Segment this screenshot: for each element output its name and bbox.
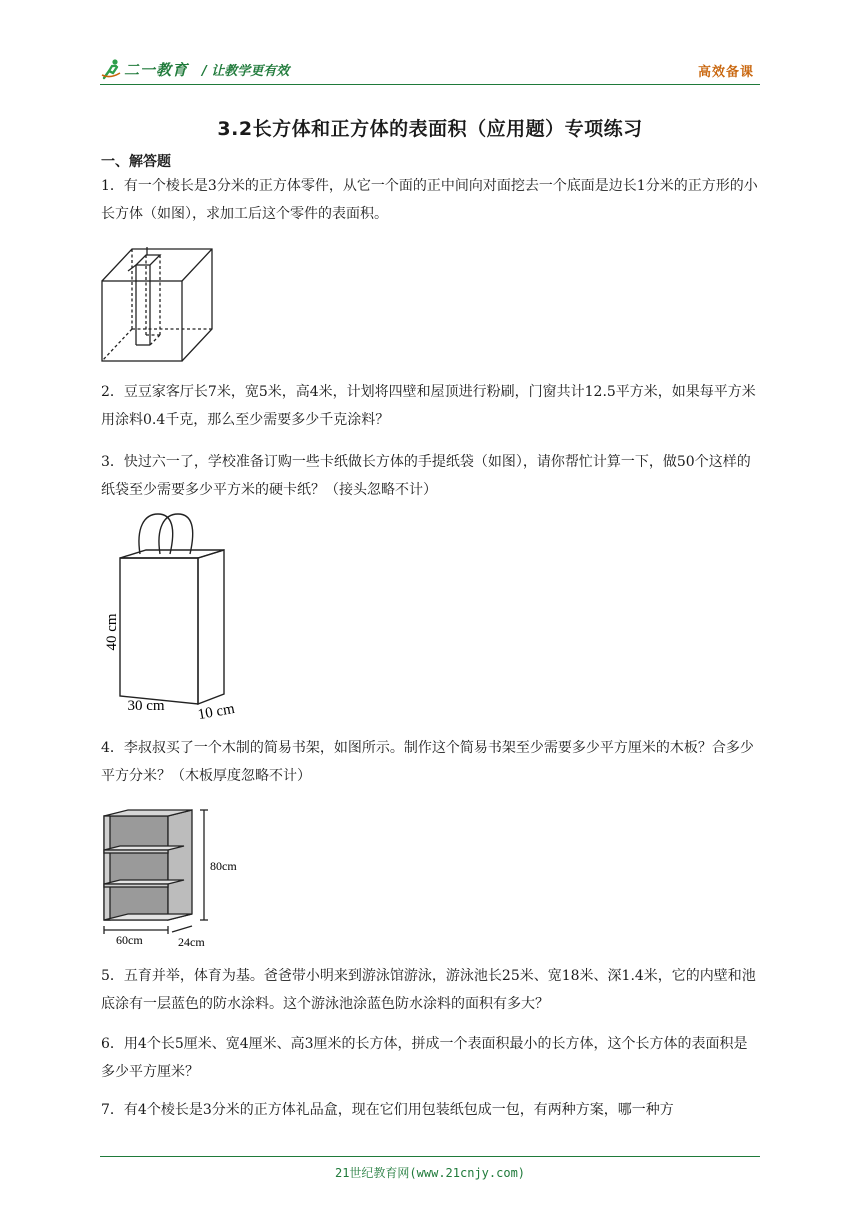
logo-text: 二一教育 — [124, 60, 189, 79]
question-6: 6．用4个长5厘米、宽4厘米、高3厘米的长方体，拼成一个表面积最小的长方体，这个长方体的表面积是多少平方厘米？ — [101, 1036, 748, 1080]
section-heading: 一、解答题 — [101, 154, 171, 170]
figure-cube-with-hole — [100, 247, 216, 365]
page-header — [100, 56, 760, 84]
question-5: 5．五育并举，体育为基。爸爸带小明来到游泳馆游泳，游泳池长25米、宽18米、深1.4米，它的内壁和池底涂有一层蓝色的防水涂料。这个游泳池涂蓝色防水涂料的面积有多大？ — [101, 968, 756, 1012]
footer-divider — [100, 1156, 760, 1157]
bag-width-label: 10 cm — [196, 700, 236, 724]
slogan: / 让教学更有效 — [202, 63, 290, 79]
bag-height-label: 40 cm — [104, 613, 120, 651]
question-3: 3．快过六一了，学校准备订购一些卡纸做长方体的手提纸袋（如图），请你帮忙计算一下，做50个这样的纸袋至少需要多少平方米的硬卡纸？（接头忽略不计） — [101, 454, 751, 498]
bag-length-label: 30 cm — [127, 698, 165, 714]
question-2: 2．豆豆家客厅长7米，宽5米，高4米，计划将四壁和屋顶进行粉刷，门窗共计12.5平方米，如果每平方米用涂料0.4千克，那么至少需要多少千克涂料？ — [101, 384, 756, 428]
question-7: 7．有4个棱长是3分米的正方体礼品盒，现在它们用包装纸包成一包，有两种方案，哪一种方 — [101, 1102, 674, 1118]
question-4: 4．李叔叔买了一个木制的简易书架，如图所示。制作这个简易书架至少需要多少平方厘米的木板？合多少平方分米？（木板厚度忽略不计） — [101, 740, 754, 784]
runner-logo-icon — [100, 58, 122, 80]
figure-bookshelf — [100, 808, 250, 952]
footer-text: 21世纪教育网(www.21cnjy.com) — [334, 1166, 526, 1180]
logo — [100, 56, 289, 82]
shelf-height-label: 80cm — [210, 859, 237, 873]
header-right-label: 高效备课 — [697, 65, 754, 80]
figure-paper-bag — [100, 510, 250, 724]
shelf-depth-label: 24cm — [178, 935, 205, 949]
header-divider — [100, 84, 760, 85]
shelf-length-label: 60cm — [116, 933, 143, 947]
question-1: 1．有一个棱长是3分米的正方体零件，从它一个面的正中间向对面挖去一个底面是边长1分米的正方形的小长方体（如图），求加工后这个零件的表面积。 — [101, 178, 758, 222]
page-title: 3.2长方体和正方体的表面积（应用题）专项练习 — [217, 118, 643, 140]
